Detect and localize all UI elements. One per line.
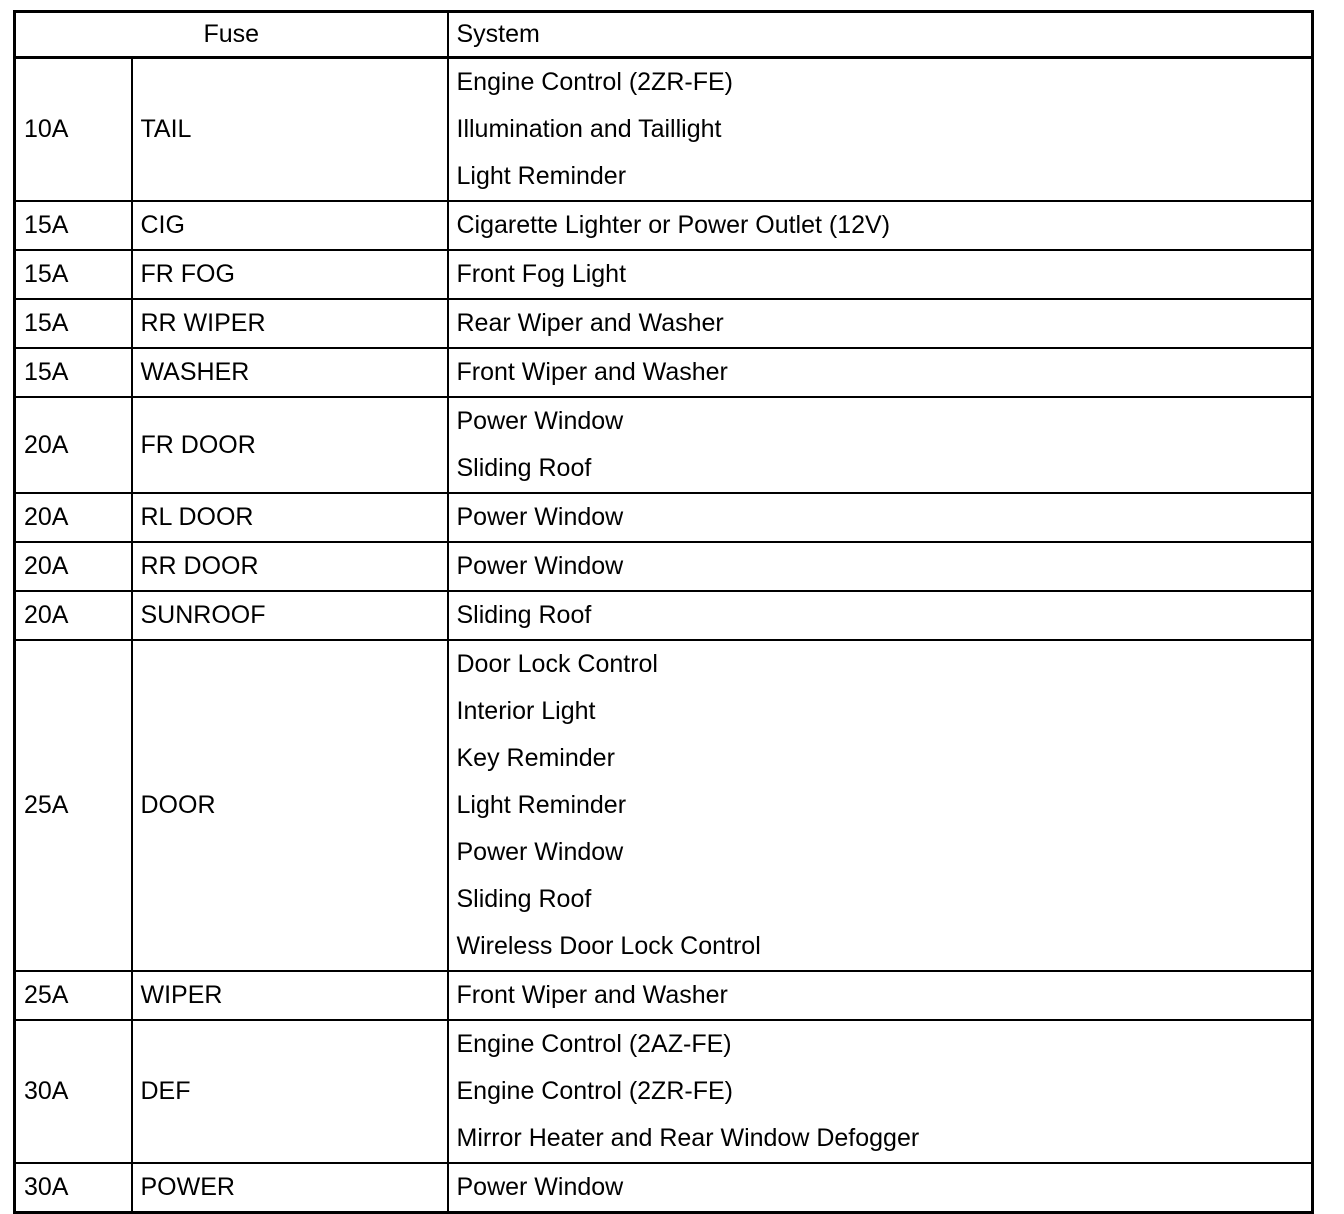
- fuse-amperage: 15A: [15, 299, 132, 348]
- system-item: Illumination and Taillight: [456, 115, 722, 143]
- table-row: [15, 397, 1313, 493]
- fuse-amperage: 30A: [15, 1020, 132, 1163]
- system-item: Power Window: [456, 1173, 624, 1201]
- system-cell: [448, 348, 1313, 397]
- system-item: Front Wiper and Washer: [456, 981, 728, 1009]
- table-row: [15, 591, 1313, 640]
- system-cell: [448, 1020, 1313, 1163]
- header-row: [15, 12, 1313, 58]
- system-cell: [448, 542, 1313, 591]
- fuse-name: RR DOOR: [132, 542, 448, 591]
- system-item: Power Window: [456, 503, 624, 531]
- table-row: [15, 1163, 1313, 1213]
- table-row: [15, 640, 1313, 971]
- fuse-name: WASHER: [132, 348, 448, 397]
- fuse-name: SUNROOF: [132, 591, 448, 640]
- system-item: Cigarette Lighter or Power Outlet (12V): [456, 211, 891, 239]
- system-item: Engine Control (2ZR-FE): [456, 1077, 733, 1105]
- system-column-header: System: [448, 12, 1313, 58]
- fuse-name: DEF: [132, 1020, 448, 1163]
- system-item: Sliding Roof: [456, 454, 592, 482]
- fuse-amperage: 10A: [15, 58, 132, 202]
- system-item: Wireless Door Lock Control: [456, 932, 761, 960]
- table-row: [15, 201, 1313, 250]
- system-cell: [448, 397, 1313, 493]
- fuse-amperage: 15A: [15, 348, 132, 397]
- system-item: Engine Control (2ZR-FE): [456, 68, 733, 96]
- system-item: Interior Light: [456, 697, 596, 725]
- fuse-name: DOOR: [132, 640, 448, 971]
- system-item: Rear Wiper and Washer: [456, 309, 724, 337]
- fuse-name: CIG: [132, 201, 448, 250]
- table-row: [15, 299, 1313, 348]
- table-row: [15, 493, 1313, 542]
- system-cell: [448, 640, 1313, 971]
- system-item: Power Window: [456, 407, 624, 435]
- system-item: Sliding Roof: [456, 601, 592, 629]
- table-header: [15, 12, 1313, 58]
- table-row: [15, 971, 1313, 1020]
- system-cell: [448, 201, 1313, 250]
- fuse-amperage: 20A: [15, 493, 132, 542]
- fuse-name: RL DOOR: [132, 493, 448, 542]
- system-item: Light Reminder: [456, 162, 627, 190]
- system-item: Front Fog Light: [456, 260, 627, 288]
- table-row: [15, 1020, 1313, 1163]
- system-cell: [448, 493, 1313, 542]
- fuse-name: FR FOG: [132, 250, 448, 299]
- system-item: Front Wiper and Washer: [456, 358, 728, 386]
- system-item: Engine Control (2AZ-FE): [456, 1030, 732, 1058]
- system-item: Key Reminder: [456, 744, 615, 772]
- fuse-amperage: 20A: [15, 591, 132, 640]
- fuse-amperage: 20A: [15, 542, 132, 591]
- fuse-name: FR DOOR: [132, 397, 448, 493]
- fuse-amperage: 25A: [15, 640, 132, 971]
- table-body: [15, 58, 1313, 1213]
- system-item: Mirror Heater and Rear Window Defogger: [456, 1124, 920, 1152]
- table-row: [15, 250, 1313, 299]
- system-item: Door Lock Control: [456, 650, 658, 678]
- fuse-name: TAIL: [132, 58, 448, 202]
- fuse-name: RR WIPER: [132, 299, 448, 348]
- fuse-amperage: 15A: [15, 250, 132, 299]
- fuse-amperage: 25A: [15, 971, 132, 1020]
- system-cell: [448, 1163, 1313, 1213]
- fuse-column-header: Fuse: [15, 12, 448, 58]
- system-cell: [448, 250, 1313, 299]
- system-item: Light Reminder: [456, 791, 627, 819]
- fuse-name: WIPER: [132, 971, 448, 1020]
- table-row: [15, 542, 1313, 591]
- system-item: Power Window: [456, 838, 624, 866]
- system-item: Power Window: [456, 552, 624, 580]
- system-cell: [448, 58, 1313, 202]
- fuse-name: POWER: [132, 1163, 448, 1213]
- system-item: Sliding Roof: [456, 885, 592, 913]
- table-row: [15, 58, 1313, 202]
- fuse-amperage: 15A: [15, 201, 132, 250]
- fuse-amperage: 20A: [15, 397, 132, 493]
- fuse-table: [13, 10, 1314, 1214]
- system-cell: [448, 591, 1313, 640]
- fuse-amperage: 30A: [15, 1163, 132, 1213]
- system-cell: [448, 299, 1313, 348]
- table-row: [15, 348, 1313, 397]
- system-cell: [448, 971, 1313, 1020]
